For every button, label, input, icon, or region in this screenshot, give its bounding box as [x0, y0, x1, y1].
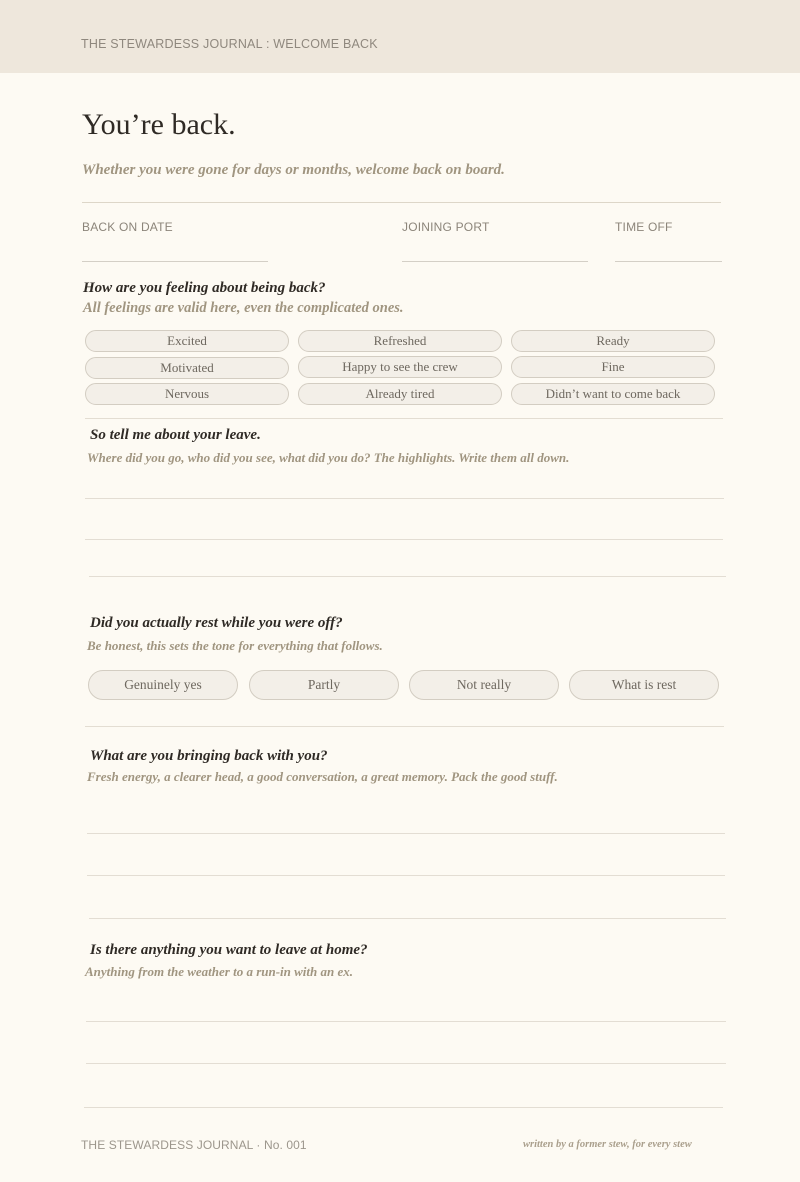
feeling-chip[interactable]: Didn’t want to come back: [511, 383, 715, 405]
leave-question: So tell me about your leave.: [90, 427, 261, 443]
feeling-chip[interactable]: Already tired: [298, 383, 502, 405]
time-off-label: TIME OFF: [615, 220, 673, 234]
rest-option-chip[interactable]: Not really: [409, 670, 559, 700]
rest-question: Did you actually rest while you were off?: [90, 615, 343, 631]
feeling-chip[interactable]: Ready: [511, 330, 715, 352]
feelings-subtext: All feelings are valid here, even the complicated ones.: [83, 300, 404, 316]
page-subtitle: Whether you were gone for days or months, welcome back on board.: [82, 162, 505, 178]
feeling-chip[interactable]: Excited: [85, 330, 289, 352]
writing-line[interactable]: [86, 1063, 726, 1064]
header-title: THE STEWARDESS JOURNAL : WELCOME BACK: [81, 37, 378, 51]
divider: [85, 418, 723, 419]
writing-line[interactable]: [89, 918, 726, 919]
writing-line[interactable]: [84, 1107, 723, 1108]
rest-option-chip[interactable]: Genuinely yes: [88, 670, 238, 700]
time-off-field[interactable]: [615, 261, 722, 262]
joining-port-label: JOINING PORT: [402, 220, 490, 234]
leave-home-subtext: Anything from the weather to a run-in with an ex.: [85, 964, 354, 979]
footer-journal-label: THE STEWARDESS JOURNAL · No. 001: [81, 1138, 307, 1152]
rest-subtext: Be honest, this sets the tone for everything that follows.: [87, 638, 383, 653]
writing-line[interactable]: [89, 576, 726, 577]
writing-line[interactable]: [85, 498, 724, 499]
writing-line[interactable]: [86, 1021, 726, 1022]
feeling-chip[interactable]: Fine: [511, 356, 715, 378]
feeling-chip[interactable]: Motivated: [85, 357, 289, 379]
feeling-chip[interactable]: Nervous: [85, 383, 289, 405]
back-on-date-field[interactable]: [82, 261, 268, 262]
leave-subtext: Where did you go, who did you see, what did you do? The highlights. Write them all down.: [87, 450, 570, 465]
back-on-date-label: BACK ON DATE: [82, 220, 173, 234]
feeling-chip[interactable]: Happy to see the crew: [298, 356, 502, 378]
rest-option-chip[interactable]: What is rest: [569, 670, 719, 700]
bringing-question: What are you bringing back with you?: [90, 748, 328, 764]
feeling-chip[interactable]: Refreshed: [298, 330, 502, 352]
divider: [82, 202, 721, 203]
writing-line[interactable]: [85, 539, 723, 540]
joining-port-field[interactable]: [402, 261, 588, 262]
page-title: You’re back.: [82, 108, 236, 141]
footer-tagline: written by a former stew, for every stew: [523, 1139, 692, 1150]
header-band: [0, 0, 800, 73]
feelings-question: How are you feeling about being back?: [83, 280, 326, 296]
leave-home-question: Is there anything you want to leave at home?: [90, 942, 368, 958]
writing-line[interactable]: [87, 875, 725, 876]
rest-option-chip[interactable]: Partly: [249, 670, 399, 700]
bringing-subtext: Fresh energy, a clearer head, a good conversation, a great memory. Pack the good stuff.: [87, 769, 558, 784]
writing-line[interactable]: [87, 833, 725, 834]
divider: [85, 726, 724, 727]
